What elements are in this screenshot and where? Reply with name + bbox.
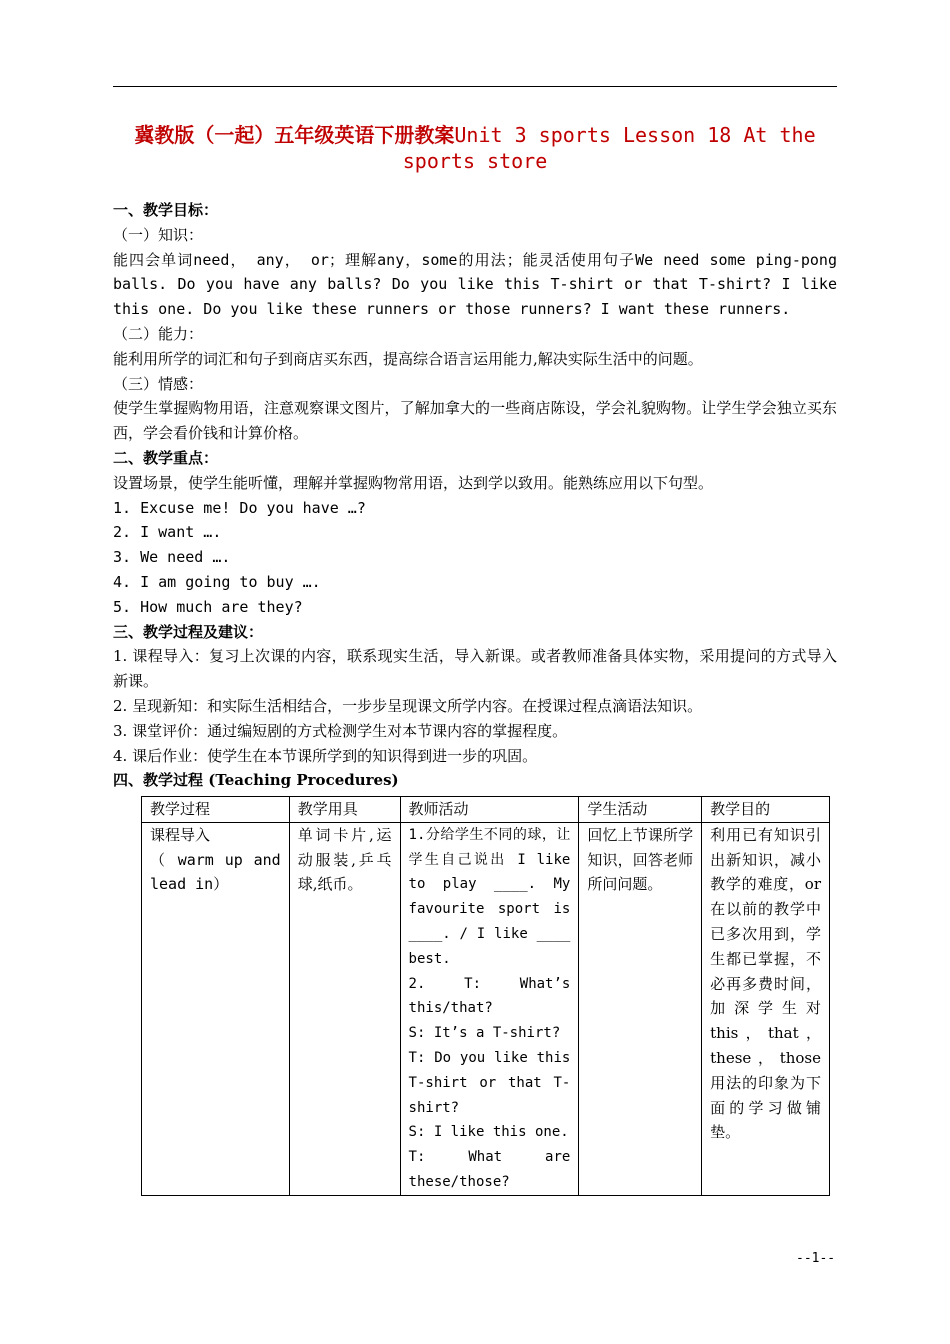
ability-text: 能利用所学的词汇和句子到商店买东西，提高综合语言运用能力,解决实际生活中的问题。 [113, 349, 703, 368]
stage-name: 课程导入 [150, 825, 211, 844]
teacher-line: T: What are these/those? [408, 1149, 571, 1190]
section4-heading: 四、教学过程 (Teaching Procedures) [113, 771, 399, 790]
section3-heading: 三、教学过程及建议： [113, 622, 264, 641]
teacher-line: T: Do you like this T-shirt or that T-shirt? [408, 1049, 571, 1116]
process-item: 2. 呈现新知：和实际生活相结合，一步步呈现课文所学内容。在授课过程点滴语法知识。 [113, 696, 703, 715]
header-purpose: 教学目的 [702, 797, 830, 823]
knowledge-text: 能四会单词need， any， or；理解any，some的用法；能灵活使用句子We need some ping-pong balls. Do you have any balls? Do you like this T-shirt or that T-shirt? I like this one. Do you like these runners or those runners? I want these runners. [113, 250, 837, 319]
header-rule [113, 86, 837, 87]
document-title [113, 122, 837, 174]
page-number: --1-- [796, 1251, 836, 1266]
table-row [142, 822, 830, 1195]
emotion-label: （三）情感： [113, 374, 204, 393]
teacher-line: 2. T: What’s this/that? [408, 975, 571, 1017]
process-item: 1. 课程导入：复习上次课的内容，联系现实生活，导入新课。或者教师准备具体实物，采用提问的方式导入新课。 [113, 647, 837, 691]
title-prefix: 冀教版（一起）五年级英语下册教案 [134, 123, 455, 147]
knowledge-label: （一）知识： [113, 225, 204, 244]
process-item: 3. 课堂评价：通过编短剧的方式检测学生对本节课内容的掌握程度。 [113, 721, 568, 740]
cell-stage [142, 822, 290, 1195]
title-line1-rest: Unit 3 sports Lesson 18 At the [454, 123, 816, 147]
cell-purpose: 利用已有知识引出新知识，减小教学的难度，or在以前的教学中已多次用到，学生都已掌握，不必再多费时间，加深学生对this，that，these，those用法的印象为下面的学习做铺垫。 [702, 822, 830, 1195]
process-item: 4. 课后作业：使学生在本节课所学到的知识得到进一步的巩固。 [113, 746, 538, 765]
header-tools: 教学用具 [289, 797, 400, 823]
ability-label: （二）能力： [113, 324, 204, 343]
teacher-line: S: I like this one. [408, 1124, 569, 1141]
cell-tools: 单词卡片,运动服装,乒乓球,纸币。 [289, 822, 400, 1195]
header-student: 学生活动 [579, 797, 702, 823]
document-body [113, 198, 837, 793]
key-sentence-item: 5. How much are they? [113, 597, 303, 616]
section1-heading: 一、教学目标： [113, 201, 219, 219]
table-header-row [142, 797, 830, 823]
key-sentence-item: 3. We need …. [113, 548, 231, 567]
emotion-text: 使学生掌握购物用语，注意观察课文图片，了解加拿大的一些商店陈设，学会礼貌购物。让学生学会独立买东西，学会看价钱和计算价格。 [113, 399, 837, 443]
key-sentence-item: 4. I am going to buy …. [113, 572, 321, 591]
title-line2: sports store [402, 149, 548, 173]
cell-student: 回忆上节课所学知识，回答老师所问问题。 [579, 822, 702, 1195]
header-teacher: 教师活动 [400, 797, 579, 823]
teacher-line: 1.分给学生不同的球，让学生自己说出 I like to play ____. My favourite sport is ____. / I like ____ best. [408, 826, 571, 967]
section2-intro: 设置场景，使学生能听懂，理解并掌握购物常用语，达到学以致用。能熟练应用以下句型。 [113, 473, 714, 492]
key-sentence-item: 2. I want …. [113, 523, 222, 542]
teacher-line: S: It’s a T-shirt? [408, 1025, 561, 1042]
header-stage: 教学过程 [142, 797, 290, 823]
key-sentence-item: 1. Excuse me! Do you have …? [113, 498, 366, 517]
section2-heading: 二、教学重点： [113, 448, 219, 467]
procedure-table [141, 796, 830, 1196]
cell-teacher [400, 822, 579, 1195]
stage-english: （ warm up and lead in） [150, 850, 281, 894]
